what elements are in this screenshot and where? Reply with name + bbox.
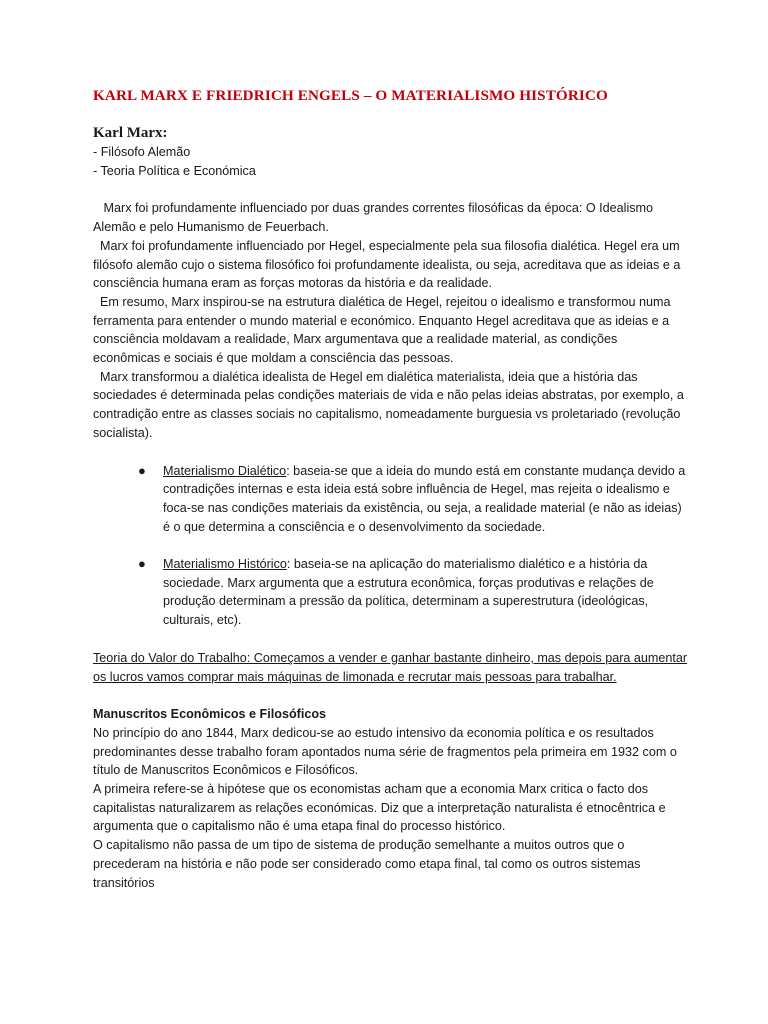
paragraph-text: Marx transformou a dialética idealista de Hegel em dialética materialista, ideia que a história das sociedades é determinada pelas condições materiais de vida e não pelas ideias abstratas, por exemplo, a contradição entre as classes sociais no capitalismo, nomeadamente burguesia vs proletariado (revolução socialista). (93, 369, 684, 440)
section-heading-karl-marx: Karl Marx: (93, 125, 168, 141)
spacer (93, 443, 688, 462)
bullet-term: Materialismo Dialético (163, 463, 287, 478)
bullet-text: : baseia-se que a ideia do mundo está em constante mudança devido a contradições internas e esta ideia está sobre influência de Hegel, mas rejeita o idealismo e foca-se nas condições materiais da existência, ou seja, a realidade material (e não as ideias) é o que determina a consciência e o desenvolvimento da sociedade. (163, 463, 686, 534)
document-title: KARL MARX E FRIEDRICH ENGELS – O MATERIALISMO HISTÓRICO (93, 87, 608, 104)
paragraph: A primeira refere-se à hipótese que os economistas acham que a economia Marx critica o facto dos capitalistas naturalizarem as relações económicas. Diz que a interpretação naturalista é etnocêntrica e argumenta que o capitalismo não é uma etapa final do processo histórico. (93, 782, 666, 834)
bullet-icon: ● (138, 556, 146, 572)
bullet-text: : baseia-se na aplicação do materialismo dialético e a história da sociedade. Marx argumenta que a estrutura econômica, forças produtivas e relações de produção determinam a pressão da política, determinam a superestrutura (ideológicas, culturais, etc). (163, 557, 654, 628)
paragraph-text: Em resumo, Marx inspirou-se na estrutura dialética de Hegel, rejeitou o idealismo e transformou numa ferramenta para entender o mundo material e económico. Enquanto Hegel acreditava que as ideias e a consciência moldavam a realidade, Marx argumentava que a realidade material, as condições econômicas e sociais é que moldam a consciência das pessoas. (93, 294, 671, 366)
bullet-term: Materialismo Histórico (163, 557, 287, 572)
fact-line: - Teoria Política e Económica (93, 163, 256, 178)
bullet-list (93, 462, 688, 630)
paragraph-text: Marx foi profundamente influenciado por Hegel, especialmente pela sua filosofia dialética. Hegel era um filósofo alemão cujo o sistema filosófico foi profundamente idealista, ou seja, acreditava que as ideias e a consciência humana eram as forças motoras da história e da realidade. (93, 238, 681, 291)
paragraph (93, 237, 688, 293)
paragraph: No princípio do ano 1844, Marx dedicou-se ao estudo intensivo da economia política e os resultados predominantes desse trabalho foram apontados numa série de fragmentos pela primeira em 1932 com o título de Manuscritos Econômicos e Filosóficos. (93, 725, 677, 778)
bullet-item (138, 462, 688, 537)
paragraph: O capitalismo não passa de um tipo de sistema de produção semelhante a muitos outros que o precederam na história e não pode ser considerado como etapa final, tal como os outros sistemas transitórios (93, 838, 641, 890)
paragraph (93, 199, 688, 236)
fact-line: - Filósofo Alemão (93, 145, 191, 159)
section-heading-manuscritos: Manuscritos Econômicos e Filosóficos (93, 707, 327, 722)
bullet-icon: ● (138, 462, 146, 478)
spacer (93, 630, 688, 649)
bullet-item (138, 555, 688, 630)
paragraph (93, 368, 688, 443)
theory-paragraph: Teoria do Valor do Trabalho: Começamos a vender e ganhar bastante dinheiro, mas depois para aumentar os lucros vamos comprar mais máquinas de limonada e recrutar mais pessoas para trabalhar. (93, 650, 688, 684)
spacer (93, 180, 688, 199)
spacer (93, 686, 688, 705)
paragraph-text: Marx foi profundamente influenciado por duas grandes correntes filosóficas da época: O Idealismo Alemão e pelo Humanismo de Feuerbach. (93, 201, 654, 235)
paragraph (93, 293, 688, 368)
